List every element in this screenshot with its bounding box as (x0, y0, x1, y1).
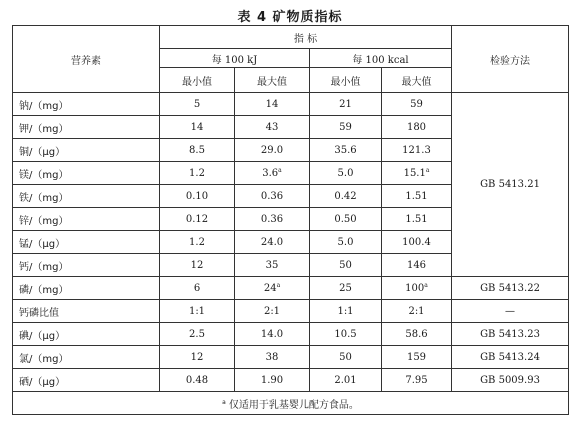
per-kj-max-value: 3.6 (262, 167, 279, 179)
per-kcal-max (382, 139, 452, 162)
header-per-kcal: 每 100 kcal (310, 49, 452, 68)
nutrient-name-value: 钙磷比值 (19, 307, 59, 319)
per-kj-min (160, 162, 235, 185)
per-kj-min (160, 300, 235, 323)
test-method-value: — (505, 305, 515, 317)
per-kcal-min-value: 59 (339, 121, 352, 133)
footnote (13, 392, 569, 415)
per-kcal-max (382, 185, 452, 208)
nutrient-name-value: 钾/（mg） (19, 123, 69, 135)
test-method-value: GB 5413.21 (480, 179, 540, 190)
per-kj-max (235, 231, 310, 254)
footnote-text: 仅适用于乳基婴儿配方食品。 (225, 399, 359, 411)
per-kcal-min (310, 346, 382, 369)
per-kcal-max (382, 369, 452, 392)
per-kcal-min-value: 25 (339, 282, 352, 294)
nutrient-name-value: 镁/（mg） (19, 169, 69, 181)
per-kj-max-value: 0.36 (260, 190, 284, 202)
per-kj-max (235, 208, 310, 231)
footnote-ref-mark: a (278, 166, 282, 174)
per-kj-min-value: 0.10 (185, 190, 209, 202)
test-method (452, 300, 569, 323)
test-method-value: GB 5413.22 (480, 282, 540, 294)
per-kj-max (235, 185, 310, 208)
footnote-ref-mark: a (424, 281, 428, 289)
nutrient-name-value: 铜/（μg） (19, 146, 66, 158)
per-kcal-max (382, 254, 452, 277)
minerals-table (12, 25, 569, 415)
per-kj-max (235, 116, 310, 139)
header-indicator: 指 标 (160, 26, 452, 49)
nutrient-name (13, 369, 160, 392)
nutrient-name (13, 277, 160, 300)
per-kj-max (235, 346, 310, 369)
header-kj-min: 最小值 (160, 68, 235, 93)
per-kj-max-value: 35 (265, 259, 279, 271)
per-kcal-max (382, 231, 452, 254)
nutrient-name-value: 磷/（mg） (19, 284, 69, 296)
per-kcal-min (310, 369, 382, 392)
per-kj-max-value: 14 (265, 98, 279, 110)
nutrient-name (13, 254, 160, 277)
per-kj-max (235, 277, 310, 300)
per-kj-min (160, 254, 235, 277)
per-kcal-max (382, 277, 452, 300)
per-kcal-max-value: 100 (405, 282, 425, 294)
table-row (13, 277, 569, 300)
per-kj-min-value: 0.12 (185, 213, 209, 225)
nutrient-name (13, 323, 160, 346)
test-method (452, 277, 569, 300)
test-method (452, 93, 569, 277)
per-kcal-min-value: 0.50 (334, 213, 357, 225)
per-kcal-min (310, 208, 382, 231)
header-kcal-min: 最小值 (310, 68, 382, 93)
per-kcal-max-value: 146 (406, 259, 427, 271)
per-kcal-max-value: 1.51 (405, 213, 428, 225)
per-kj-max-value: 43 (265, 121, 279, 133)
per-kj-max-value: 14.0 (260, 328, 284, 340)
per-kj-min (160, 369, 235, 392)
table-row (13, 346, 569, 369)
per-kcal-max (382, 346, 452, 369)
header-kj-max: 最大值 (235, 68, 310, 93)
table-row (13, 300, 569, 323)
per-kcal-min (310, 254, 382, 277)
per-kj-min-value: 14 (190, 121, 204, 133)
per-kcal-max (382, 116, 452, 139)
per-kj-min (160, 93, 235, 116)
nutrient-name-value: 氯/（mg） (19, 353, 69, 365)
nutrient-name (13, 346, 160, 369)
footnote-mark: a (222, 398, 226, 406)
per-kcal-min (310, 185, 382, 208)
per-kj-max (235, 139, 310, 162)
per-kcal-min-value: 5.0 (337, 167, 354, 179)
per-kcal-min-value: 5.0 (337, 236, 354, 248)
per-kcal-max-value: 1.51 (405, 190, 428, 202)
per-kcal-min (310, 277, 382, 300)
header-kcal-max: 最大值 (382, 68, 452, 93)
per-kj-max-value: 2:1 (263, 305, 281, 317)
footnote-ref-mark: a (425, 166, 430, 174)
per-kcal-max-value: 121.3 (402, 144, 431, 156)
nutrient-name (13, 208, 160, 231)
per-kcal-max-value: 59 (410, 98, 423, 110)
test-method (452, 369, 569, 392)
per-kj-min-value: 2.5 (189, 328, 205, 340)
per-kj-max (235, 254, 310, 277)
per-kj-min (160, 139, 235, 162)
per-kcal-max-value: 7.95 (405, 374, 428, 386)
per-kcal-min-value: 35.6 (334, 144, 357, 156)
nutrient-name (13, 139, 160, 162)
per-kj-max (235, 369, 310, 392)
per-kcal-max (382, 93, 452, 116)
per-kcal-min (310, 300, 382, 323)
header-nutrient: 营养素 (13, 26, 160, 93)
per-kcal-max (382, 323, 452, 346)
per-kcal-min (310, 323, 382, 346)
nutrient-name (13, 300, 160, 323)
per-kj-min-value: 5 (193, 98, 201, 110)
table-row (13, 369, 569, 392)
per-kcal-min-value: 21 (339, 98, 352, 110)
table-caption: 表 4 矿物质指标 (237, 10, 343, 25)
per-kj-min (160, 116, 235, 139)
per-kcal-max-value: 100.4 (402, 236, 431, 248)
test-method-value: GB 5413.23 (480, 328, 540, 340)
per-kj-min-value: 1.2 (189, 236, 205, 248)
nutrient-name (13, 185, 160, 208)
per-kcal-min (310, 231, 382, 254)
per-kj-max (235, 93, 310, 116)
per-kj-max-value: 29.0 (260, 144, 284, 156)
per-kj-min-value: 12 (190, 351, 204, 363)
test-method (452, 346, 569, 369)
per-kj-min-value: 12 (190, 259, 204, 271)
per-kcal-min-value: 50 (339, 351, 352, 363)
per-kj-max (235, 323, 310, 346)
per-kcal-max-value: 15.1 (403, 167, 426, 179)
nutrient-name-value: 钠/（mg） (19, 100, 69, 112)
per-kcal-min (310, 93, 382, 116)
per-kcal-min-value: 2.01 (334, 374, 357, 386)
per-kj-min (160, 323, 235, 346)
table-row (13, 323, 569, 346)
footnote-row (13, 392, 569, 415)
header-row-1 (13, 26, 569, 49)
test-method (452, 323, 569, 346)
nutrient-name-value: 铁/（mg） (19, 192, 69, 204)
nutrient-name-value: 硒/（μg） (19, 376, 66, 388)
per-kcal-max-value: 180 (406, 121, 427, 133)
header-per-kj: 每 100 kJ (160, 49, 310, 68)
nutrient-name (13, 231, 160, 254)
per-kcal-max (382, 208, 452, 231)
table-body (13, 26, 569, 392)
per-kcal-min (310, 162, 382, 185)
per-kj-min-value: 0.48 (185, 374, 209, 386)
table-row (13, 93, 569, 116)
per-kj-min (160, 208, 235, 231)
nutrient-name-value: 碘/（μg） (19, 330, 66, 342)
per-kcal-max-value: 58.6 (405, 328, 428, 340)
per-kcal-max (382, 300, 452, 323)
per-kj-max-value: 38 (265, 351, 279, 363)
per-kj-max-value: 0.36 (260, 213, 284, 225)
per-kj-min-value: 1:1 (188, 305, 206, 317)
per-kcal-min-value: 0.42 (334, 190, 357, 202)
per-kj-min-value: 8.5 (189, 144, 205, 156)
per-kcal-max-value: 2:1 (408, 305, 425, 317)
footnote-ref-mark: a (276, 281, 281, 289)
per-kcal-min-value: 50 (339, 259, 352, 271)
nutrient-name-value: 锰/（μg） (19, 238, 66, 250)
nutrient-name-value: 钙/（mg） (19, 261, 69, 273)
per-kcal-min-value: 10.5 (334, 328, 357, 340)
per-kj-min (160, 346, 235, 369)
nutrient-name-value: 锌/（mg） (19, 215, 69, 227)
header-method: 检验方法 (452, 26, 569, 93)
per-kj-max (235, 162, 310, 185)
per-kcal-min (310, 139, 382, 162)
per-kcal-min (310, 116, 382, 139)
per-kj-min-value: 1.2 (189, 167, 205, 179)
per-kj-max-value: 24.0 (260, 236, 284, 248)
nutrient-name (13, 116, 160, 139)
per-kj-min (160, 277, 235, 300)
per-kcal-max-value: 159 (406, 351, 427, 363)
test-method-value: GB 5413.24 (480, 351, 540, 363)
per-kcal-min-value: 1:1 (337, 305, 354, 317)
per-kj-max-value: 1.90 (260, 374, 284, 386)
per-kj-max (235, 300, 310, 323)
test-method-value: GB 5009.93 (480, 374, 540, 386)
per-kcal-max (382, 162, 452, 185)
per-kj-max-value: 24 (263, 282, 277, 294)
nutrient-name (13, 162, 160, 185)
nutrient-name (13, 93, 160, 116)
per-kj-min (160, 185, 235, 208)
per-kj-min-value: 6 (193, 282, 201, 294)
per-kj-min (160, 231, 235, 254)
